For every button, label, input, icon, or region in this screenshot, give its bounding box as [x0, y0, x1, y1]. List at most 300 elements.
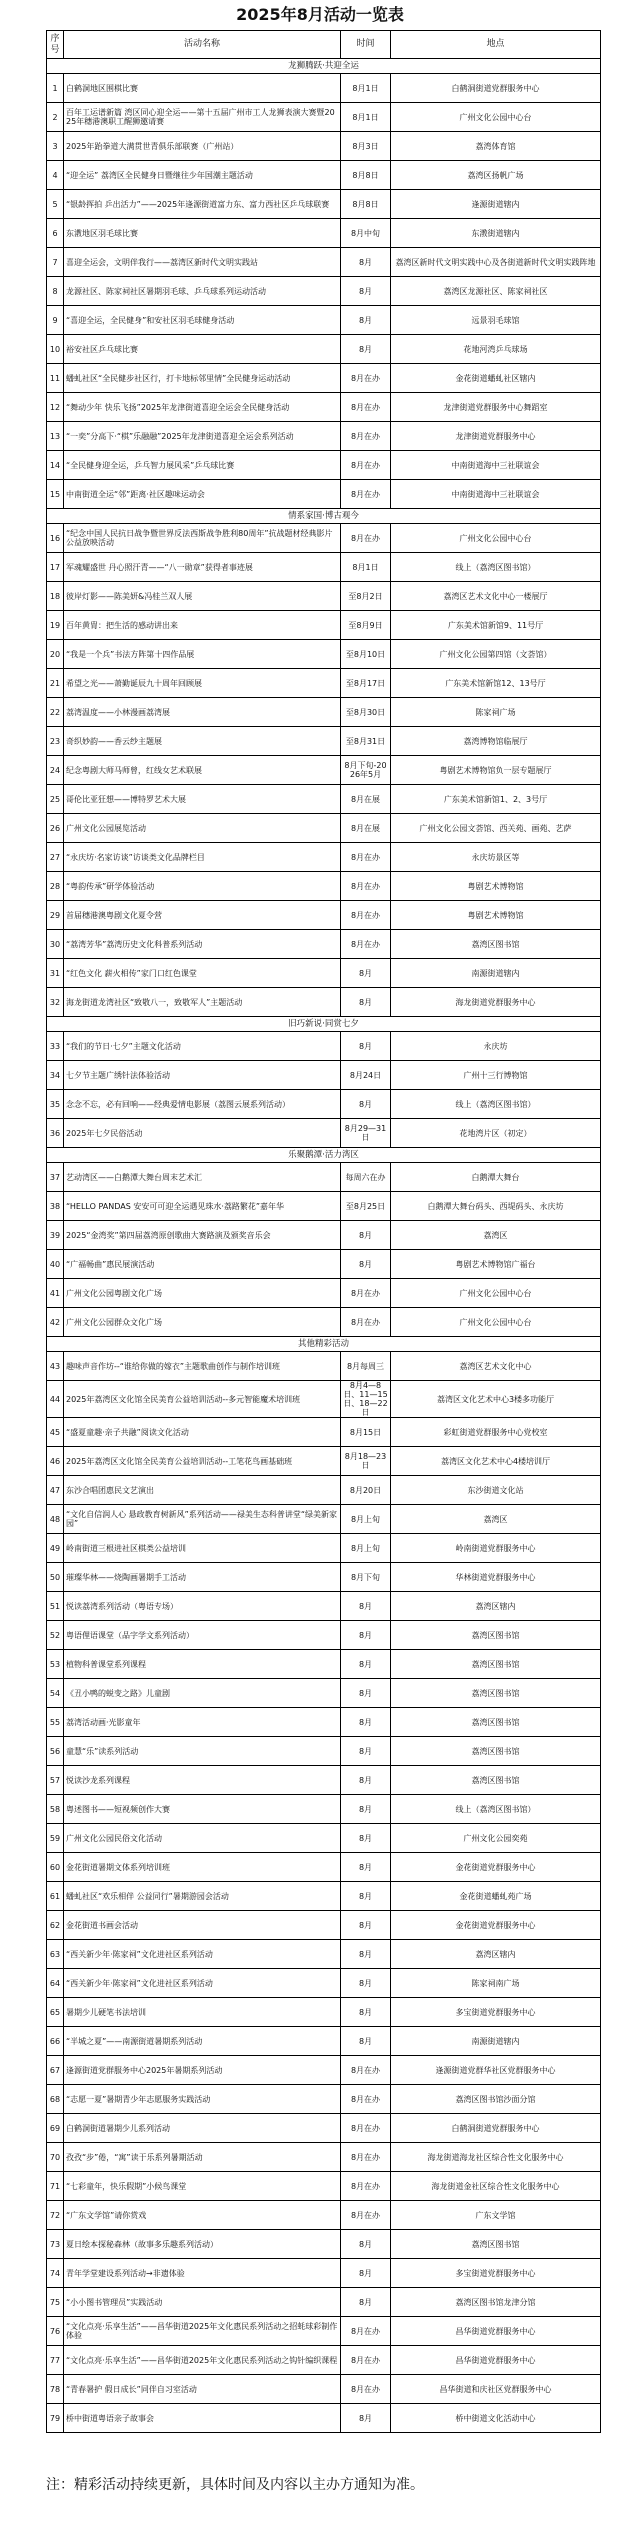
table-row	[47, 1998, 601, 2027]
name-cell: 哥伦比亚狂想——博特罗艺术大展	[64, 785, 341, 814]
table-row	[47, 306, 601, 335]
seq-cell: 62	[47, 1911, 64, 1940]
table-row	[47, 698, 601, 727]
time-cell: 8月	[341, 1679, 391, 1708]
table-row	[47, 1621, 601, 1650]
place-cell: 荔湾区龙源社区、陈家祠社区	[391, 277, 601, 306]
name-cell: “志愿一夏”暑期青少年志愿服务实践活动	[64, 2085, 341, 2114]
table-row	[47, 959, 601, 988]
seq-cell: 28	[47, 872, 64, 901]
name-cell: 白鹤洞地区围棋比赛	[64, 74, 341, 103]
name-cell: “喜迎全运，全民健身”和安社区羽毛球健身活动	[64, 306, 341, 335]
name-cell: 龙源社区、陈家祠社区暑期羽毛球、乒乓球系列运动活动	[64, 277, 341, 306]
time-cell: 至8月17日	[341, 669, 391, 698]
table-row	[47, 1563, 601, 1592]
place-cell: 广州文化公园中心台	[391, 524, 601, 553]
seq-cell: 74	[47, 2259, 64, 2288]
seq-cell: 50	[47, 1563, 64, 1592]
time-cell: 8月1日	[341, 103, 391, 132]
place-cell: 岭南街道党群服务中心	[391, 1534, 601, 1563]
name-cell: 白鹤洞街道暑期少儿系列活动	[64, 2114, 341, 2143]
table-row	[47, 727, 601, 756]
place-cell: 昌华街道党群服务中心	[391, 2346, 601, 2375]
table-row	[47, 1940, 601, 1969]
name-cell: 2025“金湾奖”第四届荔湾原创歌曲大赛路演及颁奖音乐会	[64, 1221, 341, 1250]
table-row	[47, 2143, 601, 2172]
place-cell: 龙津街道党群服务中心舞蹈室	[391, 393, 601, 422]
table-row	[47, 393, 601, 422]
name-cell: 青年学堂建设系列活动→非遗体验	[64, 2259, 341, 2288]
time-cell: 8月在办	[341, 2346, 391, 2375]
seq-cell: 6	[47, 219, 64, 248]
table-row	[47, 74, 601, 103]
name-cell: 中南街道全运“邻”距离·社区趣味运动会	[64, 480, 341, 509]
time-cell: 8月每周三	[341, 1352, 391, 1381]
seq-cell: 12	[47, 393, 64, 422]
name-cell: 广州文化公园展览活动	[64, 814, 341, 843]
seq-cell: 10	[47, 335, 64, 364]
seq-cell: 34	[47, 1061, 64, 1090]
seq-cell: 68	[47, 2085, 64, 2114]
time-cell: 8月	[341, 2230, 391, 2259]
place-cell: 海龙街道金社区综合性文化服务中心	[391, 2172, 601, 2201]
seq-cell: 60	[47, 1853, 64, 1882]
seq-cell: 44	[47, 1381, 64, 1418]
name-cell: “七彩童年，快乐假期”小候鸟课堂	[64, 2172, 341, 2201]
seq-cell: 55	[47, 1708, 64, 1737]
section-row	[47, 1148, 601, 1163]
name-cell: 念念不忘，必有回响——经典爱情电影展（荔图云展系列活动）	[64, 1090, 341, 1119]
seq-cell: 36	[47, 1119, 64, 1148]
place-cell: 南源街道辖内	[391, 2027, 601, 2056]
time-cell: 8月	[341, 2027, 391, 2056]
time-cell: 8月	[341, 1221, 391, 1250]
seq-cell: 1	[47, 74, 64, 103]
seq-cell: 70	[47, 2143, 64, 2172]
name-cell: 百年工运谱新篇 湾区同心迎全运——第十五届广州市工人龙狮表演大赛暨2025年穗港澳职工醒狮邀请赛	[64, 103, 341, 132]
place-cell: 荔湾区辖内	[391, 1940, 601, 1969]
place-cell: 东漖街道辖内	[391, 219, 601, 248]
table-row	[47, 930, 601, 959]
table-row	[47, 132, 601, 161]
name-cell: “西关新少年·陈家祠”文化进社区系列活动	[64, 1969, 341, 1998]
seq-cell: 3	[47, 132, 64, 161]
table-row	[47, 843, 601, 872]
time-cell: 8月下旬-2026年5月	[341, 756, 391, 785]
time-cell: 8月	[341, 1795, 391, 1824]
seq-cell: 21	[47, 669, 64, 698]
table-row	[47, 248, 601, 277]
table-row	[47, 1534, 601, 1563]
time-cell: 8月	[341, 2288, 391, 2317]
place-cell: 广州文化公园中心台	[391, 1308, 601, 1337]
time-cell: 每周六在办	[341, 1163, 391, 1192]
table-row	[47, 1505, 601, 1534]
seq-cell: 24	[47, 756, 64, 785]
table-row	[47, 451, 601, 480]
place-cell: 荔湾区图书馆	[391, 1766, 601, 1795]
name-cell: 童慧“乐”读系列活动	[64, 1737, 341, 1766]
name-cell: 《丑小鸭的蜕变之路》儿童剧	[64, 1679, 341, 1708]
name-cell: 桥中街道粤语亲子故事会	[64, 2404, 341, 2433]
place-cell: 荔湾博物馆临展厅	[391, 727, 601, 756]
name-cell: 金花街道暑期文体系列培训班	[64, 1853, 341, 1882]
table-row	[47, 219, 601, 248]
place-cell: 白鹤洞街道党群服务中心	[391, 2114, 601, 2143]
name-cell: 2025年荔湾区文化馆全民美育公益培训活动--多元智能魔术培训班	[64, 1381, 341, 1418]
place-cell: 荔湾区	[391, 1505, 601, 1534]
table-row	[47, 2114, 601, 2143]
seq-cell: 39	[47, 1221, 64, 1250]
table-row	[47, 872, 601, 901]
place-cell: 荔湾区图书馆	[391, 2230, 601, 2259]
table-row	[47, 2259, 601, 2288]
seq-cell: 26	[47, 814, 64, 843]
place-cell: 永庆坊景区等	[391, 843, 601, 872]
time-cell: 8月29—31日	[341, 1119, 391, 1148]
name-cell: 岭南街道三根进社区棋类公益培训	[64, 1534, 341, 1563]
time-cell: 8月在办	[341, 2143, 391, 2172]
time-cell: 8月在办	[341, 930, 391, 959]
place-cell: 线上（荔湾区图书馆）	[391, 1090, 601, 1119]
place-cell: 多宝街道党群服务中心	[391, 2259, 601, 2288]
place-cell: 广东美术馆新馆9、11号厅	[391, 611, 601, 640]
place-cell: 粤剧艺术博物馆	[391, 901, 601, 930]
name-cell: “文化点亮·乐享生活”——昌华街道2025年文化惠民系列活动之招蚝球彩制作体验	[64, 2317, 341, 2346]
seq-cell: 33	[47, 1032, 64, 1061]
place-cell: 昌华街道党群服务中心	[391, 2317, 601, 2346]
place-cell: 中南街道海中三社联谊会	[391, 451, 601, 480]
place-cell: 荔湾区文化艺术中心3楼多功能厅	[391, 1381, 601, 1418]
section-title: 龙狮腾跃·共迎全运	[47, 59, 601, 74]
table-row	[47, 2027, 601, 2056]
place-cell: 荔湾区艺术文化中心一楼展厅	[391, 582, 601, 611]
table-row	[47, 2056, 601, 2085]
place-cell: 粤剧艺术博物馆广福台	[391, 1250, 601, 1279]
seq-cell: 58	[47, 1795, 64, 1824]
table-row	[47, 553, 601, 582]
name-cell: “荔湾芳华”荔湾历史文化科普系列活动	[64, 930, 341, 959]
seq-cell: 17	[47, 553, 64, 582]
time-cell: 8月中旬	[341, 219, 391, 248]
seq-cell: 61	[47, 1882, 64, 1911]
time-cell: 8月在办	[341, 1308, 391, 1337]
seq-cell: 20	[47, 640, 64, 669]
seq-cell: 65	[47, 1998, 64, 2027]
time-cell: 至8月30日	[341, 698, 391, 727]
table-row	[47, 1476, 601, 1505]
seq-cell: 18	[47, 582, 64, 611]
seq-cell: 27	[47, 843, 64, 872]
place-cell: 花地河湾乒乓球场	[391, 335, 601, 364]
table-row	[47, 190, 601, 219]
place-cell: 金花街道党群服务中心	[391, 1911, 601, 1940]
header-name: 活动名称	[64, 31, 341, 59]
name-cell: “粤韵传承”研学体验活动	[64, 872, 341, 901]
name-cell: 荔湾活动画·光影童年	[64, 1708, 341, 1737]
place-cell: 荔湾区图书馆	[391, 1679, 601, 1708]
place-cell: 广东文学馆	[391, 2201, 601, 2230]
name-cell: 广州文化公园粤剧文化广场	[64, 1279, 341, 1308]
place-cell: 荔湾区图书馆	[391, 1650, 601, 1679]
seq-cell: 15	[47, 480, 64, 509]
table-row	[47, 1308, 601, 1337]
table-row	[47, 524, 601, 553]
activity-table	[46, 30, 601, 2433]
time-cell: 8月	[341, 1940, 391, 1969]
time-cell: 8月	[341, 1090, 391, 1119]
time-cell: 8月	[341, 248, 391, 277]
seq-cell: 19	[47, 611, 64, 640]
time-cell: 8月在办	[341, 2056, 391, 2085]
table-row	[47, 422, 601, 451]
table-row	[47, 277, 601, 306]
table-row	[47, 1737, 601, 1766]
seq-cell: 35	[47, 1090, 64, 1119]
time-cell: 8月	[341, 1969, 391, 1998]
name-cell: 广州文化公园群众文化广场	[64, 1308, 341, 1337]
place-cell: 金花街道党群服务中心	[391, 1853, 601, 1882]
table-header-row	[47, 31, 601, 59]
seq-cell: 9	[47, 306, 64, 335]
seq-cell: 42	[47, 1308, 64, 1337]
seq-cell: 57	[47, 1766, 64, 1795]
table-row	[47, 582, 601, 611]
table-row	[47, 2172, 601, 2201]
time-cell: 8月	[341, 988, 391, 1017]
name-cell: 首届穗港澳粤剧文化夏令营	[64, 901, 341, 930]
table-row	[47, 785, 601, 814]
name-cell: 百年黄胄：把生活的感动讲出来	[64, 611, 341, 640]
name-cell: 璀璨华林——烧陶画暑期手工活动	[64, 1563, 341, 1592]
place-cell: 荔湾区新时代文明实践中心及各街道新时代文明实践阵地	[391, 248, 601, 277]
name-cell: 艺动湾区——白鹅潭大舞台周末艺术汇	[64, 1163, 341, 1192]
table-row	[47, 611, 601, 640]
table-row	[47, 2404, 601, 2433]
name-cell: 逢源街道党群服务中心2025年暑期系列活动	[64, 2056, 341, 2085]
place-cell: 白鹅潭大舞台码头、西堤码头、永庆坊	[391, 1192, 601, 1221]
seq-cell: 53	[47, 1650, 64, 1679]
time-cell: 8月在办	[341, 524, 391, 553]
seq-cell: 25	[47, 785, 64, 814]
place-cell: 金花街道蟠虬社区辖内	[391, 364, 601, 393]
header-seq: 序号	[47, 31, 64, 59]
place-cell: 荔湾区	[391, 1221, 601, 1250]
time-cell: 8月	[341, 1824, 391, 1853]
seq-cell: 13	[47, 422, 64, 451]
table-row	[47, 1969, 601, 1998]
table-row	[47, 1032, 601, 1061]
place-cell: 陈家祠南广场	[391, 1969, 601, 1998]
place-cell: 龙津街道党群服务中心	[391, 422, 601, 451]
name-cell: 蟠虬社区“欢乐相伴 公益同行”暑期游园会活动	[64, 1882, 341, 1911]
seq-cell: 23	[47, 727, 64, 756]
name-cell: 趣味声音作坊--“谁给你做的嫁衣”主题歌曲创作与制作培训班	[64, 1352, 341, 1381]
time-cell: 8月在办	[341, 364, 391, 393]
time-cell: 8月在办	[341, 2201, 391, 2230]
time-cell: 8月	[341, 1882, 391, 1911]
time-cell: 8月在办	[341, 451, 391, 480]
table-row	[47, 2317, 601, 2346]
time-cell: 8月在办	[341, 2317, 391, 2346]
table-row	[47, 901, 601, 930]
seq-cell: 40	[47, 1250, 64, 1279]
place-cell: 荔湾区文化艺术中心4楼培训厅	[391, 1447, 601, 1476]
place-cell: 粤剧艺术博物馆负一层专题展厅	[391, 756, 601, 785]
table-body	[47, 59, 601, 2433]
name-cell: 悦读荔湾系列活动（粤语专场）	[64, 1592, 341, 1621]
time-cell: 8月在办	[341, 1279, 391, 1308]
place-cell: 荔湾区图书馆沙面分馆	[391, 2085, 601, 2114]
seq-cell: 75	[47, 2288, 64, 2317]
place-cell: 荔湾区辖内	[391, 1592, 601, 1621]
seq-cell: 46	[47, 1447, 64, 1476]
section-row	[47, 1017, 601, 1032]
table-row	[47, 1708, 601, 1737]
section-title: 其他精彩活动	[47, 1337, 601, 1352]
table-row	[47, 1650, 601, 1679]
time-cell: 8月	[341, 2404, 391, 2433]
name-cell: “迎全运” 荔湾区全民健身日暨继往少年国潮主题活动	[64, 161, 341, 190]
seq-cell: 73	[47, 2230, 64, 2259]
seq-cell: 59	[47, 1824, 64, 1853]
seq-cell: 66	[47, 2027, 64, 2056]
place-cell: 粤剧艺术博物馆	[391, 872, 601, 901]
section-row	[47, 59, 601, 74]
name-cell: 海龙街道龙湾社区“致敬八一，致敬军人”主题活动	[64, 988, 341, 1017]
place-cell: 永庆坊	[391, 1032, 601, 1061]
time-cell: 8月在办	[341, 2375, 391, 2404]
time-cell: 8月在办	[341, 422, 391, 451]
time-cell: 8月上旬	[341, 1505, 391, 1534]
name-cell: “广东文学馆”请你赏戏	[64, 2201, 341, 2230]
time-cell: 至8月9日	[341, 611, 391, 640]
seq-cell: 72	[47, 2201, 64, 2230]
time-cell: 8月在办	[341, 901, 391, 930]
seq-cell: 5	[47, 190, 64, 219]
table-row	[47, 1418, 601, 1447]
seq-cell: 29	[47, 901, 64, 930]
place-cell: 广州文化公园中心台	[391, 1279, 601, 1308]
table-row	[47, 103, 601, 132]
name-cell: 东漖地区羽毛球比赛	[64, 219, 341, 248]
table-row	[47, 335, 601, 364]
time-cell: 8月	[341, 1998, 391, 2027]
seq-cell: 8	[47, 277, 64, 306]
time-cell: 8月	[341, 335, 391, 364]
seq-cell: 48	[47, 1505, 64, 1534]
name-cell: “HELLO PANDAS 安安可可迎全运遇见珠水·荔路繁花”嘉年华	[64, 1192, 341, 1221]
seq-cell: 38	[47, 1192, 64, 1221]
seq-cell: 32	[47, 988, 64, 1017]
time-cell: 8月1日	[341, 74, 391, 103]
name-cell: 荔湾温度——小林漫画荔湾展	[64, 698, 341, 727]
document-title: 2025年8月活动一览表	[236, 5, 404, 24]
seq-cell: 47	[47, 1476, 64, 1505]
seq-cell: 11	[47, 364, 64, 393]
name-cell: 植物科普课堂系列课程	[64, 1650, 341, 1679]
name-cell: “半城之夏”——南源街道暑期系列活动	[64, 2027, 341, 2056]
place-cell: 昌华街道和庆社区党群服务中心	[391, 2375, 601, 2404]
table-row	[47, 640, 601, 669]
name-cell: 东沙合唱团惠民文艺演出	[64, 1476, 341, 1505]
time-cell: 8月在办	[341, 843, 391, 872]
name-cell: 蟠虬社区“全民健步社区行，打卡地标邻里情”全民健身运动活动	[64, 364, 341, 393]
seq-cell: 79	[47, 2404, 64, 2433]
table-row	[47, 1250, 601, 1279]
seq-cell: 67	[47, 2056, 64, 2085]
table-row	[47, 1824, 601, 1853]
table-row	[47, 1911, 601, 1940]
name-cell: “我们的节日·七夕”主题文化活动	[64, 1032, 341, 1061]
seq-cell: 76	[47, 2317, 64, 2346]
seq-cell: 51	[47, 1592, 64, 1621]
place-cell: 线上（荔湾区图书馆）	[391, 553, 601, 582]
table-row	[47, 669, 601, 698]
seq-cell: 41	[47, 1279, 64, 1308]
table-row	[47, 161, 601, 190]
place-cell: 海龙街道党群服务中心	[391, 988, 601, 1017]
place-cell: 逢源街道辖内	[391, 190, 601, 219]
table-row	[47, 2201, 601, 2230]
time-cell: 8月	[341, 1032, 391, 1061]
place-cell: 荔湾区图书馆龙津分馆	[391, 2288, 601, 2317]
place-cell: 多宝街道党群服务中心	[391, 1998, 601, 2027]
time-cell: 8月	[341, 306, 391, 335]
table-row	[47, 1119, 601, 1148]
place-cell: 东沙街道文化站	[391, 1476, 601, 1505]
seq-cell: 14	[47, 451, 64, 480]
seq-cell: 30	[47, 930, 64, 959]
time-cell: 8月在展	[341, 814, 391, 843]
place-cell: 荔湾体育馆	[391, 132, 601, 161]
section-row	[47, 1337, 601, 1352]
seq-cell: 64	[47, 1969, 64, 1998]
name-cell: “永庆坊·名家访谈”访谈类文化品牌栏目	[64, 843, 341, 872]
seq-cell: 77	[47, 2346, 64, 2375]
seq-cell: 7	[47, 248, 64, 277]
time-cell: 8月在办	[341, 2172, 391, 2201]
section-title: 旧巧新说·同赏七夕	[47, 1017, 601, 1032]
name-cell: “红色文化 薪火相传”家门口红色课堂	[64, 959, 341, 988]
table-row	[47, 1192, 601, 1221]
time-cell: 8月在展	[341, 785, 391, 814]
place-cell: 线上（荔湾区图书馆）	[391, 1795, 601, 1824]
time-cell: 8月	[341, 1853, 391, 1882]
time-cell: 8月	[341, 1592, 391, 1621]
name-cell: 彼岸灯影——陈美妍&冯桂兰双人展	[64, 582, 341, 611]
seq-cell: 43	[47, 1352, 64, 1381]
time-cell: 8月	[341, 1766, 391, 1795]
time-cell: 8月在办	[341, 480, 391, 509]
time-cell: 8月24日	[341, 1061, 391, 1090]
seq-cell: 78	[47, 2375, 64, 2404]
time-cell: 8月8日	[341, 161, 391, 190]
seq-cell: 2	[47, 103, 64, 132]
place-cell: 广州文化公园文荟馆、西关苑、画苑、艺萨	[391, 814, 601, 843]
name-cell: 奇织妙韵——香云纱主题展	[64, 727, 341, 756]
table-row	[47, 1061, 601, 1090]
place-cell: 彩虹街道党群服务中心党校室	[391, 1418, 601, 1447]
time-cell: 8月8日	[341, 190, 391, 219]
place-cell: 荔湾区图书馆	[391, 1708, 601, 1737]
place-cell: 逢源街道党群华社区党群服务中心	[391, 2056, 601, 2085]
place-cell: 陈家祠广场	[391, 698, 601, 727]
place-cell: 金花街道蟠虬苑广场	[391, 1882, 601, 1911]
place-cell: 荔湾区艺术文化中心	[391, 1352, 601, 1381]
seq-cell: 71	[47, 2172, 64, 2201]
place-cell: 广州文化公园中心台	[391, 103, 601, 132]
